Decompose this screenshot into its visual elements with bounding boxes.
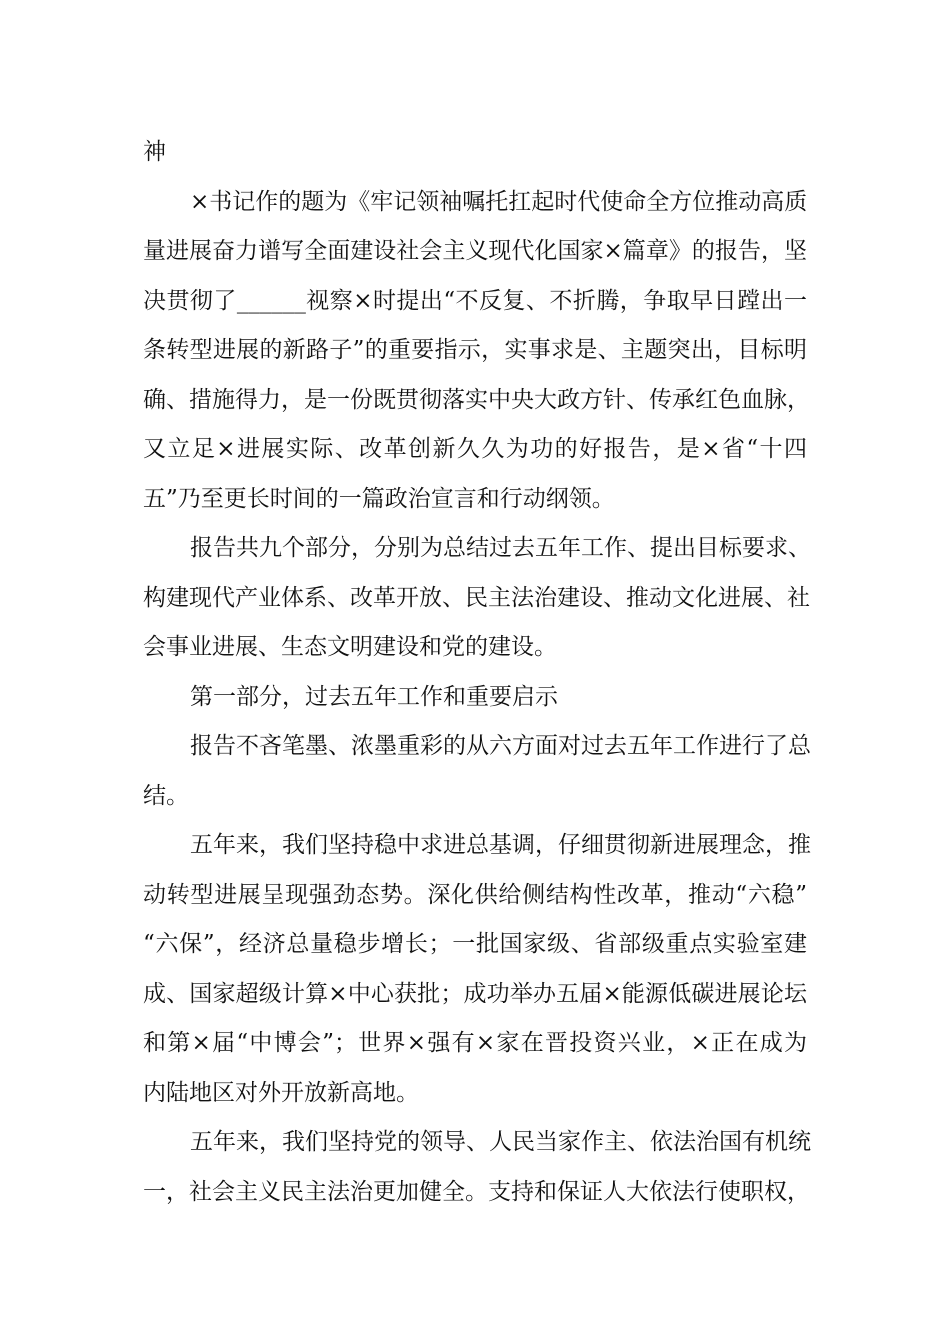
text-line: 动转型进展呈现强劲态势。深化供给侧结构性改革，推动“六稳” xyxy=(143,881,807,908)
paragraph-summary-intro xyxy=(143,722,811,821)
text-line: 量进展奋力谱写全面建设社会主义现代化国家×篇章》的报告，坚 xyxy=(143,238,807,264)
text-line: 五年来，我们坚持稳中求进总基调，仔细贯彻新进展理念，推 xyxy=(190,832,811,858)
text-line: 内陆地区对外开放新高地。 xyxy=(143,1079,419,1106)
text-line: 五年来，我们坚持党的领导、人民当家作主、依法治国有机统 xyxy=(190,1129,811,1155)
text-line: 结。 xyxy=(143,782,189,809)
text-line: 第一部分，过去五年工作和重要启示 xyxy=(190,683,558,710)
text-line: 又立足×进展实际、改革创新久久为功的好报告，是×省“十四 xyxy=(143,436,807,462)
text-line: ×书记作的题为《牢记领袖嘱托扛起时代使命全方位推动高质 xyxy=(190,188,808,215)
text-line: 报告不吝笔墨、浓墨重彩的从六方面对过去五年工作进行了总 xyxy=(190,733,811,759)
paragraph-five-years-democracy xyxy=(143,1118,811,1217)
paragraph-five-years-economy xyxy=(143,821,811,1118)
text-line: “六保”，经济总量稳步增长；一批国家级、省部级重点实验室建 xyxy=(143,931,807,957)
paragraph-report-overview xyxy=(143,178,810,525)
text-line: 条转型进展的新路子”的重要指示，实事求是、主题突出，目标明 xyxy=(143,337,807,363)
text-line: 一，社会主义民主法治更加健全。支持和保证人大依法行使职权， xyxy=(143,1178,810,1205)
text-line: 决贯彻了______视察×时提出“不反复、不折腾，争取早日蹚出一 xyxy=(143,287,807,314)
text-line: 构建现代产业体系、改革开放、民主法治建设、推动文化进展、社 xyxy=(143,584,810,611)
document-body xyxy=(143,128,811,1217)
text-line: 五”乃至更长时间的一篇政治宣言和行动纲领。 xyxy=(143,485,615,512)
text-line: 报告共九个部分，分别为总结过去五年工作、提出目标要求、 xyxy=(190,535,811,561)
section-heading xyxy=(143,673,807,723)
text-line: 神 xyxy=(143,139,166,165)
text-line: 成、国家超级计算×中心获批；成功举办五届×能源低碳进展论坛 xyxy=(143,980,807,1007)
paragraph-continuation xyxy=(143,128,807,178)
paragraph-report-structure xyxy=(143,524,811,673)
text-line: 会事业进展、生态文明建设和党的建设。 xyxy=(143,634,557,660)
text-line: 确、措施得力，是一份既贯彻落实中央大政方针、传承红色血脉， xyxy=(143,386,810,413)
text-line: 和第×届“中博会”；世界×强有×家在晋投资兴业，×正在成为 xyxy=(143,1030,807,1056)
